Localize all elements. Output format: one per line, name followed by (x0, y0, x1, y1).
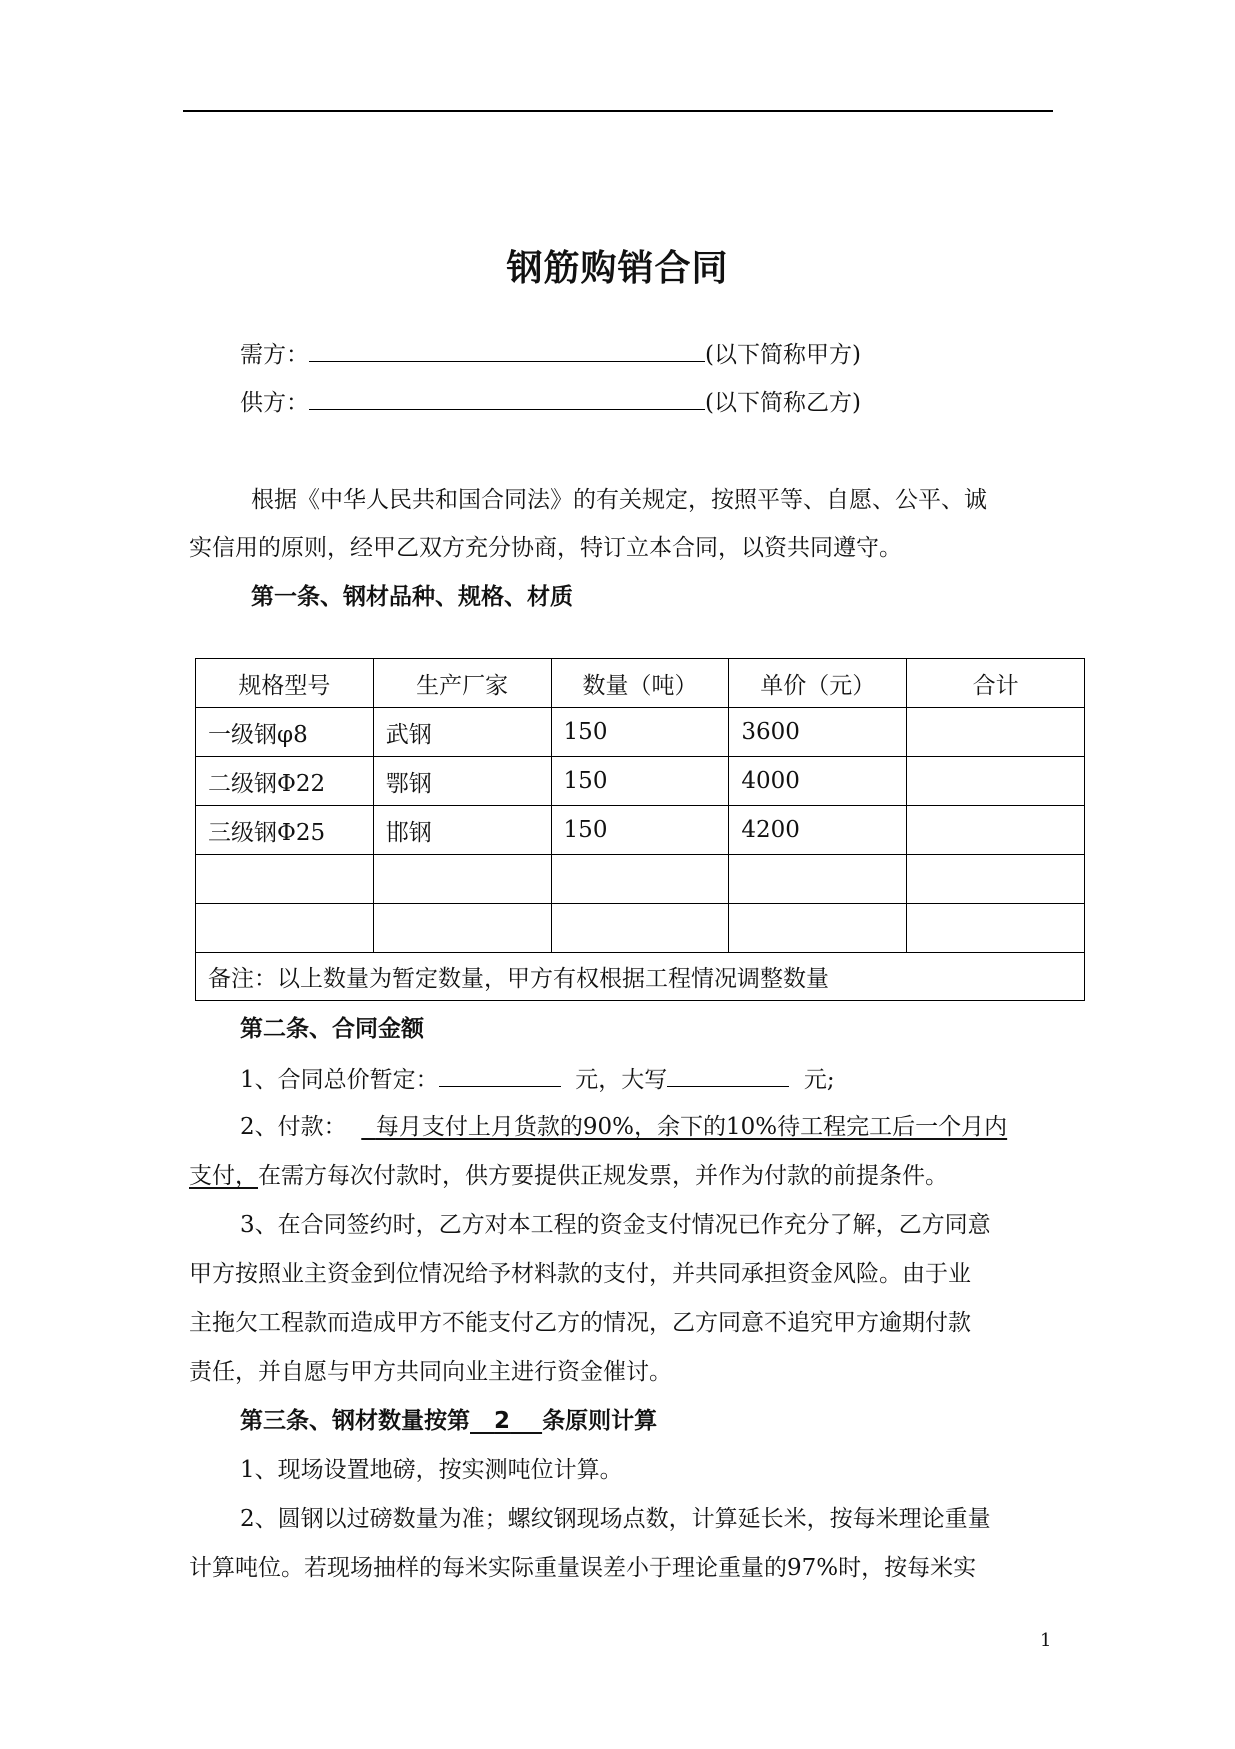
article1-heading: 第一条、钢材品种、规格、材质 (251, 584, 573, 610)
table-cell: 150 (551, 806, 729, 855)
table-cell (373, 855, 551, 904)
total-price-capital-field[interactable] (667, 1062, 789, 1087)
seller-label: 供方： (240, 390, 309, 416)
table-cell: 150 (551, 708, 729, 757)
seller-name-field[interactable] (309, 385, 705, 410)
table-cell (373, 904, 551, 953)
table-cell: 4000 (729, 757, 907, 806)
seller-line (240, 385, 861, 419)
table-row (196, 708, 1085, 757)
table-cell (729, 904, 907, 953)
table-header-row (196, 659, 1085, 708)
article2-item1 (240, 1062, 835, 1096)
article2-item2-line1 (240, 1111, 1007, 1143)
table-cell: 鄂钢 (373, 757, 551, 806)
buyer-suffix: (以下简称甲方) (705, 342, 861, 368)
header-cell: 单价（元） (729, 659, 907, 708)
table-cell: 邯钢 (373, 806, 551, 855)
article3-heading (240, 1405, 657, 1437)
table-cell: 武钢 (373, 708, 551, 757)
table-cell: 4200 (729, 806, 907, 855)
article3-item2-line2: 计算吨位。若现场抽样的每米实际重量误差小于理论重量的97%时，按每米实 (189, 1555, 977, 1581)
article2-heading: 第二条、合同金额 (240, 1016, 424, 1042)
document-title: 钢筋购销合同 (506, 248, 729, 289)
header-cell: 规格型号 (196, 659, 374, 708)
table-cell (907, 757, 1085, 806)
payment-terms-rest: 在需方每次付款时，供方要提供正规发票，并作为付款的前提条件。 (258, 1163, 948, 1189)
total-price-label: 1、合同总价暂定： (240, 1067, 439, 1093)
payment-terms-text: 每月支付上月货款的90%，余下的10%待工程完工后一个月内 (375, 1114, 1008, 1140)
article2-item3-line4: 责任，并自愿与甲方共同向业主进行资金催讨。 (189, 1359, 672, 1385)
table-cell: 一级钢φ8 (196, 708, 374, 757)
article3-heading-a: 第三条、钢材数量按第 (240, 1408, 470, 1434)
table-cell (551, 904, 729, 953)
table-row (196, 855, 1085, 904)
payment-label: 2、付款： (240, 1114, 347, 1140)
header-cell: 数量（吨） (551, 659, 729, 708)
table-cell: 150 (551, 757, 729, 806)
table-cell (196, 904, 374, 953)
article3-item1: 1、现场设置地磅，按实测吨位计算。 (240, 1457, 623, 1483)
header-cell: 生产厂家 (373, 659, 551, 708)
article2-item3-line2: 甲方按照业主资金到位情况给予材料款的支付，并共同承担资金风险。由于业 (189, 1261, 971, 1287)
payment-terms (361, 1114, 1007, 1140)
article3-heading-b: 条原则计算 (542, 1408, 658, 1434)
article3-item2-line1: 2、圆钢以过磅数量为准；螺纹钢现场点数，计算延长米，按每米理论重量 (240, 1506, 991, 1532)
total-price-field[interactable] (439, 1062, 561, 1087)
table-cell (907, 806, 1085, 855)
yuan-capital-label: 元，大写 (575, 1067, 668, 1093)
article2-item3-line1: 3、在合同签约时，乙方对本工程的资金支付情况已作充分了解，乙方同意 (240, 1212, 991, 1238)
intro-line-2: 实信用的原则，经甲乙双方充分协商，特订立本合同，以资共同遵守。 (189, 535, 902, 561)
table-cell (907, 855, 1085, 904)
table-row (196, 806, 1085, 855)
buyer-name-field[interactable] (309, 337, 705, 362)
page-number: 1 (1040, 1630, 1052, 1651)
intro-line-1: 根据《中华人民共和国合同法》的有关规定，按照平等、自愿、公平、诚 (251, 487, 987, 513)
table-note: 备注：以上数量为暂定数量，甲方有权根据工程情况调整数量 (196, 953, 1085, 1001)
table-row (196, 904, 1085, 953)
payment-terms-end: 支付， (189, 1163, 258, 1189)
table-note-row (196, 953, 1085, 1001)
table-row (196, 757, 1085, 806)
header-cell: 合计 (907, 659, 1085, 708)
header-rule (183, 110, 1053, 112)
table-cell (907, 904, 1085, 953)
yuan-suffix: 元; (803, 1067, 835, 1093)
spec-table (195, 658, 1085, 1001)
table-cell: 3600 (729, 708, 907, 757)
seller-suffix: (以下简称乙方) (705, 390, 861, 416)
table-cell: 三级钢Φ25 (196, 806, 374, 855)
buyer-line (240, 337, 861, 371)
table-cell (729, 855, 907, 904)
article3-clause-number (470, 1408, 542, 1434)
buyer-label: 需方： (240, 342, 309, 368)
table-cell (551, 855, 729, 904)
table-cell (907, 708, 1085, 757)
article3-clause-number-text: 2 (494, 1408, 511, 1434)
article2-item3-line3: 主拖欠工程款而造成甲方不能支付乙方的情况，乙方同意不追究甲方逾期付款 (189, 1310, 971, 1336)
table-cell (196, 855, 374, 904)
table-cell: 二级钢Φ22 (196, 757, 374, 806)
article2-item2-line2 (189, 1160, 948, 1192)
